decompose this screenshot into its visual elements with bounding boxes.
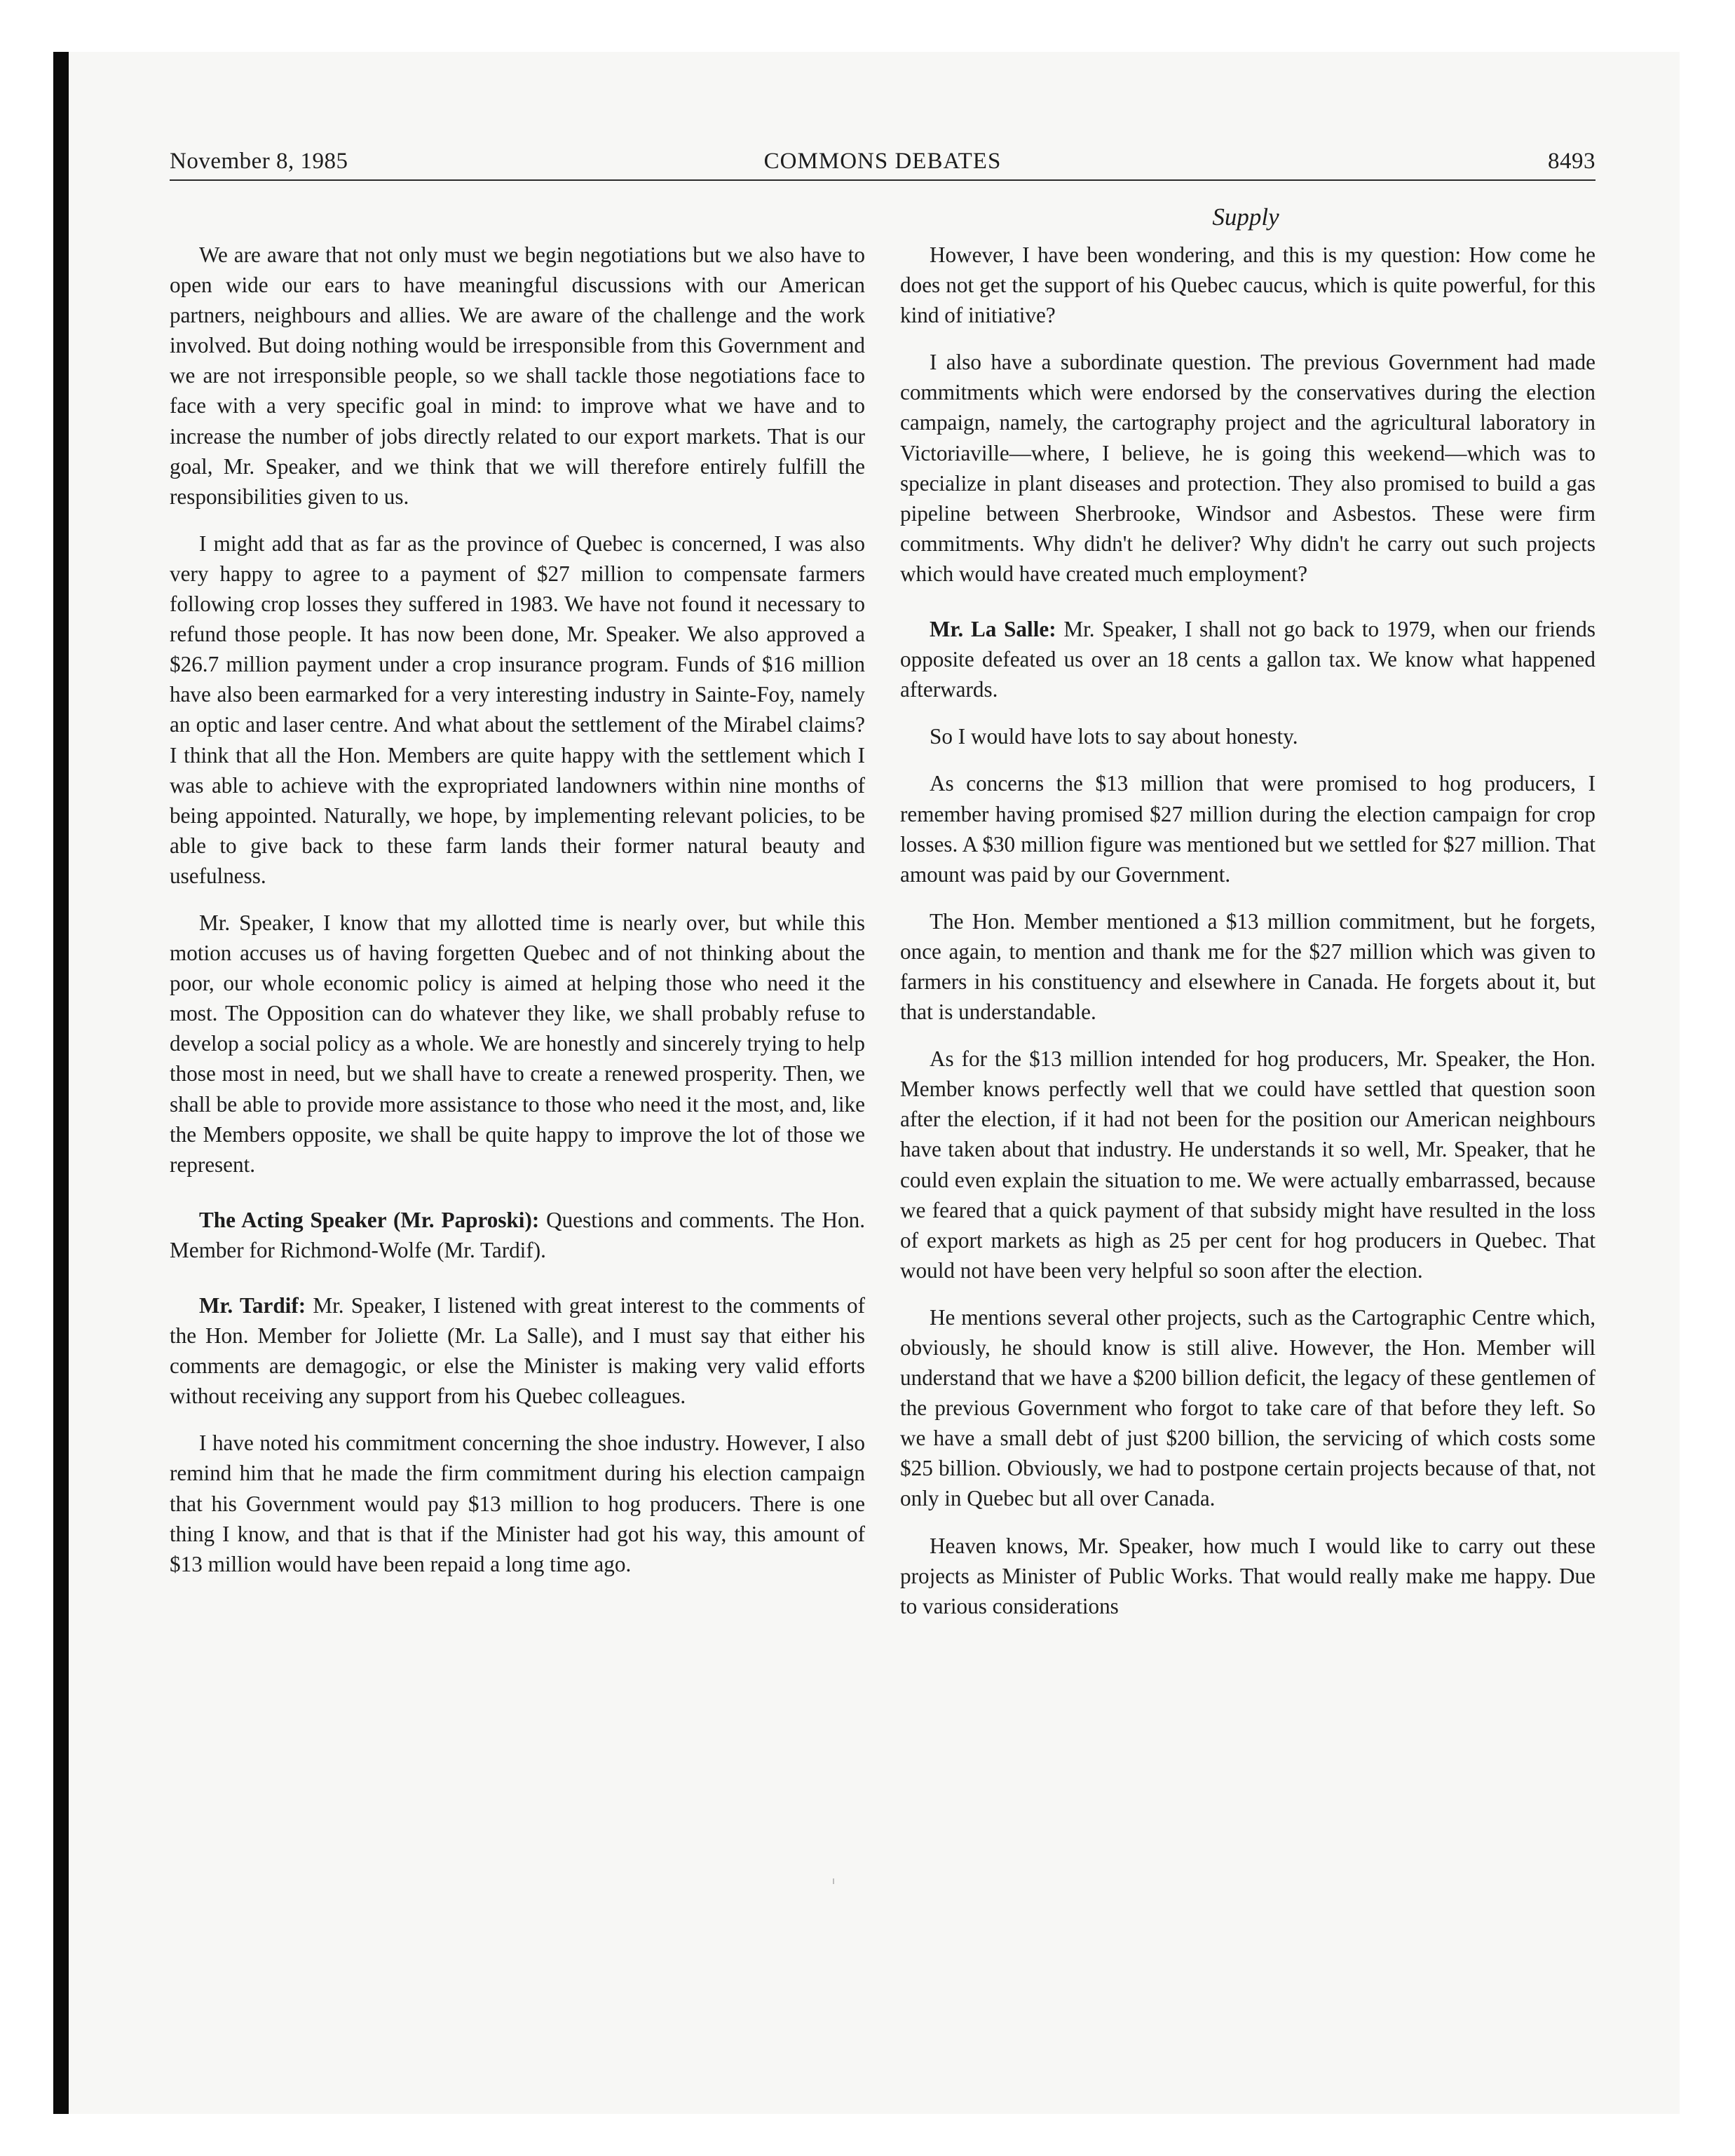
paragraph: However, I have been wondering, and this is my question: How come he does not get the support of his Quebec caucus, which is quite powerful, for this kind of initiative? <box>900 243 1595 328</box>
paragraph: As concerns the $13 million that were promised to hog producers, I remember having promised $27 million during the election campaign for crop losses. A $30 million figure was mentioned but we settled for $27 million. That amount was paid by our Government. <box>900 771 1595 887</box>
scan-speck <box>833 1878 834 1884</box>
speaker-name: The Acting Speaker (Mr. Paproski): <box>199 1207 540 1232</box>
paragraph: I might add that as far as the province of Quebec is concerned, I was also very happy to agree to a payment of $27 million to compensate farmers following crop losses they suffered in 1983. We have not found it necessary to refund those people. It has now been done, Mr. Speaker. We also approved a $26.7 million payment under a crop insurance program. Funds of $16 million have also been earmarked for a very interesting industry in Sainte-Foy, namely an optic and laser centre. And what about the settlement of the Mirabel claims? I think that all the Hon. Members are quite happy with the settlement which I was able to achieve with the expropriated landowners within nine months of being appointed. Naturally, we hope, by implementing relevant policies, to be able to give back to these farm lands their former natural beauty and usefulness. <box>170 531 865 888</box>
speaker-name: Mr. Tardif: <box>199 1293 306 1318</box>
running-header <box>170 144 1595 181</box>
speech-paragraph <box>170 1205 865 1265</box>
speech-paragraph <box>900 614 1595 704</box>
paragraph: Mr. Speaker, I know that my allotted time is nearly over, but while this motion accuses us of having forgetten Quebec and of not thinking about the poor, our whole economic policy is aimed at helping those who need it the most. The Opposition can do whatever they like, we shall probably refuse to develop a social policy as a whole. We are honestly and sincerely trying to help those most in need, but we shall have to create a renewed prosperity. Then, we shall be able to provide more assistance to those who need it the most, and, like the Members opposite, we shall be quite happy to improve the lot of those we represent. <box>170 910 865 1177</box>
paragraph: He mentions several other projects, such as the Cartographic Centre which, obviously, he should know is still alive. However, the Hon. Member will understand that we have a $200 billion deficit, the legacy of these gentlemen of the previous Government who forgot to take care of that before they left. So we have a small debt of just $200 billion, the servicing of which costs some $25 billion. Obviously, we had to postpone certain projects because of that, not only in Quebec but all over Canada. <box>900 1304 1595 1511</box>
speech-paragraph <box>170 1290 865 1411</box>
paragraph: So I would have lots to say about honesty. <box>930 724 1298 749</box>
speaker-name: Mr. La Salle: <box>930 617 1056 642</box>
scan-binding-edge <box>53 52 69 2114</box>
paragraph: As for the $13 million intended for hog producers, Mr. Speaker, the Hon. Member knows perfectly well that we could have settled that question soon after the election, if it had not been for the position our American neighbours have taken about that industry. He understands it so well, Mr. Speaker, that he could even explain the situation to me. We were actually embarrassed, because we feared that a quick payment of that subsidy might have resulted in the loss of export markets as high as 25 per cent for hog producers in Quebec. That would not have been very helpful so soon after the election. <box>900 1046 1595 1283</box>
speech-text: Mr. Speaker, I shall not go back to 1979, when our friends opposite defeated us over an 18 cents a gallon tax. We know what happened afterwards. <box>900 617 1596 702</box>
paragraph: I have noted his commitment concerning the shoe industry. However, I also remind him that he made the firm commitment during his election campaign that his Government would pay $13 million to hog producers. There is one thing I know, and that is that if the Minister had got his way, this amount of $13 million would have been repaid a long time ago. <box>170 1431 865 1576</box>
header-publication-title: COMMONS DEBATES <box>763 149 1002 174</box>
header-page-number: 8493 <box>1548 149 1595 174</box>
right-column <box>900 240 1595 1621</box>
paragraph: We are aware that not only must we begin negotiations but we also have to open wide our ears to have meaningful discussions with our American partners, neighbours and allies. We are aware of the challenge and the work involved. But doing nothing would be irresponsible from this Government and we are not irresponsible people, so we shall tackle those negotiations face to face with a very specific goal in mind: to improve what we have and to increase the number of jobs directly related to our export markets. That is our goal, Mr. Speaker, and we think that we will therefore entirely fulfill the responsibilities given to us. <box>170 243 865 509</box>
speech-text: Mr. Speaker, I listened with great interest to the comments of the Hon. Member for Joliette (Mr. La Salle), and I must say that either his comments are demagogic, or else the Minister is making very valid efforts without receiving any support from his Quebec colleagues. <box>170 1293 865 1409</box>
left-column <box>170 240 865 1579</box>
paragraph: Heaven knows, Mr. Speaker, how much I would like to carry out these projects as Minister of Public Works. That would really make me happy. Due to various considerations <box>900 1533 1595 1618</box>
section-heading: Supply <box>1212 203 1279 231</box>
header-date: November 8, 1985 <box>170 149 348 174</box>
paragraph: The Hon. Member mentioned a $13 million commitment, but he forgets, once again, to mention and thank me for the $27 million which was given to farmers in his constituency and elsewhere in Canada. He forgets about it, but that is understandable. <box>900 908 1595 1025</box>
speech-text: Questions and comments. The Hon. Member for Richmond-Wolfe (Mr. Tardif). <box>170 1207 866 1262</box>
paragraph: I also have a subordinate question. The previous Government had made commitments which were endorsed by the conservatives during the election campaign, namely, the cartography project and the agricultural laboratory in Victoriaville—where, I believe, he is going this weekend—which was to specialize in plant diseases and protection. They also promised to build a gas pipeline between Sherbrooke, Windsor and Asbestos. These were firm commitments. Why didn't he deliver? Why didn't he carry out such projects which would have created much employment? <box>900 350 1595 586</box>
